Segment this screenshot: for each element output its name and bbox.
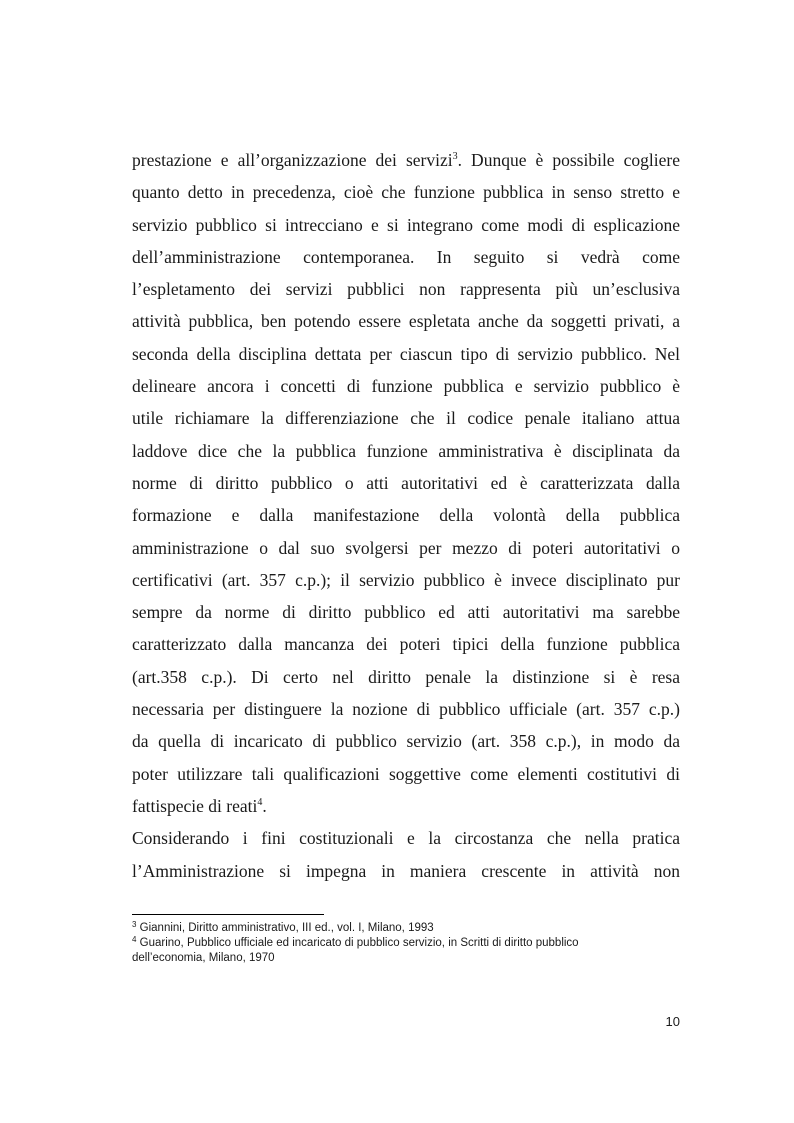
text-line: necessaria per distinguere la nozione di pubblico ufficiale (art. 357 c.p.) [132, 699, 680, 720]
footnote-4: $^4$ Guarino, Pubblico ufficiale ed incaricato di pubblico servizio, in Scritti di diritto pubblico [132, 935, 579, 949]
text-line: poter utilizzare tali qualificazioni soggettive come elementi costitutivi di [132, 763, 680, 784]
footnote-3: $^3$ Giannini, Diritto amministrativo, III ed., vol. I, Milano, 1993 [132, 920, 434, 934]
footnote-divider [132, 914, 324, 915]
text-line: utile richiamare la differenziazione che il codice penale italiano attua [132, 408, 680, 429]
text-line: fattispecie di reati$^4$. [132, 795, 267, 816]
text-line: seconda della disciplina dettata per ciascun tipo di servizio pubblico. Nel [132, 343, 680, 364]
footnote-ref-4[interactable]: 4 [257, 796, 263, 808]
body-text [132, 144, 680, 887]
text-line: formazione e dalla manifestazione della volontà della pubblica [132, 505, 680, 526]
text-line: sempre da norme di diritto pubblico ed atti autoritativi ma sarebbe [132, 602, 680, 623]
footnote-4-continuation: dell’economia, Milano, 1970 [132, 952, 275, 964]
text-line: da quella di incaricato di pubblico servizio (art. 358 c.p.), in modo da [132, 731, 680, 752]
footnote-ref-3[interactable]: 3 [452, 151, 458, 162]
text-line: prestazione e all’organizzazione dei servizi$^3$. Dunque è possibile cogliere [132, 150, 680, 170]
text-line: delineare ancora i concetti di funzione pubblica e servizio pubblico è [132, 376, 680, 397]
text-line: quanto detto in precedenza, cioè che funzione pubblica in senso stretto e [132, 182, 680, 203]
text-line: servizio pubblico si intrecciano e si integrano come modi di esplicazione [132, 214, 680, 235]
text-line: Considerando i fini costituzionali e la circostanza che nella pratica [132, 828, 680, 849]
text-line: amministrazione o dal suo svolgersi per mezzo di poteri autoritativi o [132, 537, 680, 558]
footnotes [132, 921, 692, 966]
text-line: caratterizzato dalla mancanza dei poteri tipici della funzione pubblica [132, 634, 680, 655]
page-number: 10 [665, 1014, 680, 1029]
text-line: l’espletamento dei servizi pubblici non rappresenta più un’esclusiva [132, 279, 680, 300]
text-line: (art.358 c.p.). Di certo nel diritto penale la distinzione si è resa [132, 666, 680, 687]
text-line: l’Amministrazione si impegna in maniera crescente in attività non [132, 860, 680, 881]
text-line: certificativi (art. 357 c.p.); il servizio pubblico è invece disciplinato pur [132, 569, 680, 590]
text-line: dell’amministrazione contemporanea. In seguito si vedrà come [132, 246, 680, 267]
text-line: norme di diritto pubblico o atti autoritativi ed è caratterizzata dalla [132, 472, 680, 493]
text-line: attività pubblica, ben potendo essere espletata anche da soggetti privati, a [132, 311, 680, 332]
text-line: laddove dice che la pubblica funzione amministrativa è disciplinata da [132, 440, 680, 461]
